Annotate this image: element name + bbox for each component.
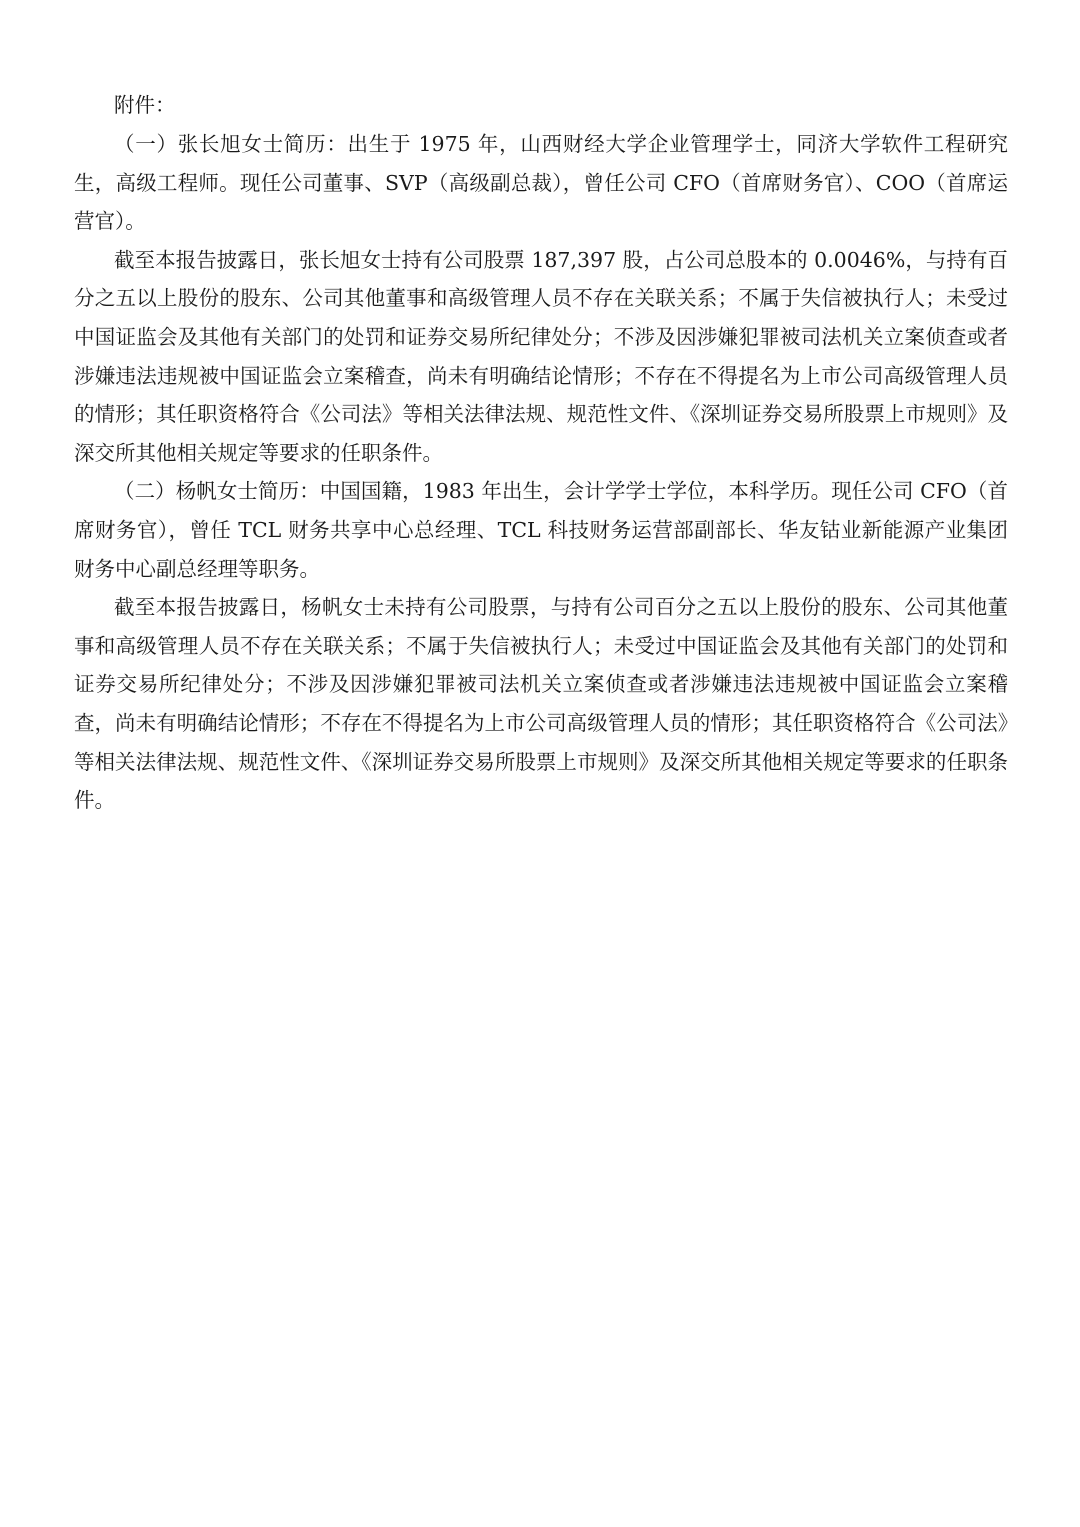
- attachment-heading: 附件：: [114, 93, 176, 117]
- document-body: [74, 86, 1008, 820]
- resume-yang-paragraph: （二）杨帆女士简历：中国国籍，1983 年出生，会计学学士学位，本科学历。现任公司 CFO（首席财务官），曾任 TCL 财务共享中心总经理、TCL 科技财务运营部副部长、华友钴业新能源产业集团财务中心副总经理等职务。: [74, 479, 1008, 581]
- shareholding-yang-paragraph: 截至本报告披露日，杨帆女士未持有公司股票，与持有公司百分之五以上股份的股东、公司其他董事和高级管理人员不存在关联关系；不属于失信被执行人；未受过中国证监会及其他有关部门的处罚和证券交易所纪律处分；不涉及因涉嫌犯罪被司法机关立案侦查或者涉嫌违法违规被中国证监会立案稽查，尚未有明确结论情形；不存在不得提名为上市公司高级管理人员的情形；其任职资格符合《公司法》等相关法律法规、规范性文件、《深圳证券交易所股票上市规则》及深交所其他相关规定等要求的任职条件。: [74, 595, 1008, 813]
- resume-zhang-paragraph: （一）张长旭女士简历：出生于 1975 年，山西财经大学企业管理学士，同济大学软件工程研究生，高级工程师。现任公司董事、SVP（高级副总裁），曾任公司 CFO（首席财务官）、COO（首席运营官）。: [74, 132, 1008, 234]
- shareholding-zhang-paragraph: 截至本报告披露日，张长旭女士持有公司股票 187,397 股，占公司总股本的 0.0046%，与持有百分之五以上股份的股东、公司其他董事和高级管理人员不存在关联关系；不属于失信被执行人；未受过中国证监会及其他有关部门的处罚和证券交易所纪律处分；不涉及因涉嫌犯罪被司法机关立案侦查或者涉嫌违法违规被中国证监会立案稽查，尚未有明确结论情形；不存在不得提名为上市公司高级管理人员的情形；其任职资格符合《公司法》等相关法律法规、规范性文件、《深圳证券交易所股票上市规则》及深交所其他相关规定等要求的任职条件。: [74, 247, 1008, 465]
